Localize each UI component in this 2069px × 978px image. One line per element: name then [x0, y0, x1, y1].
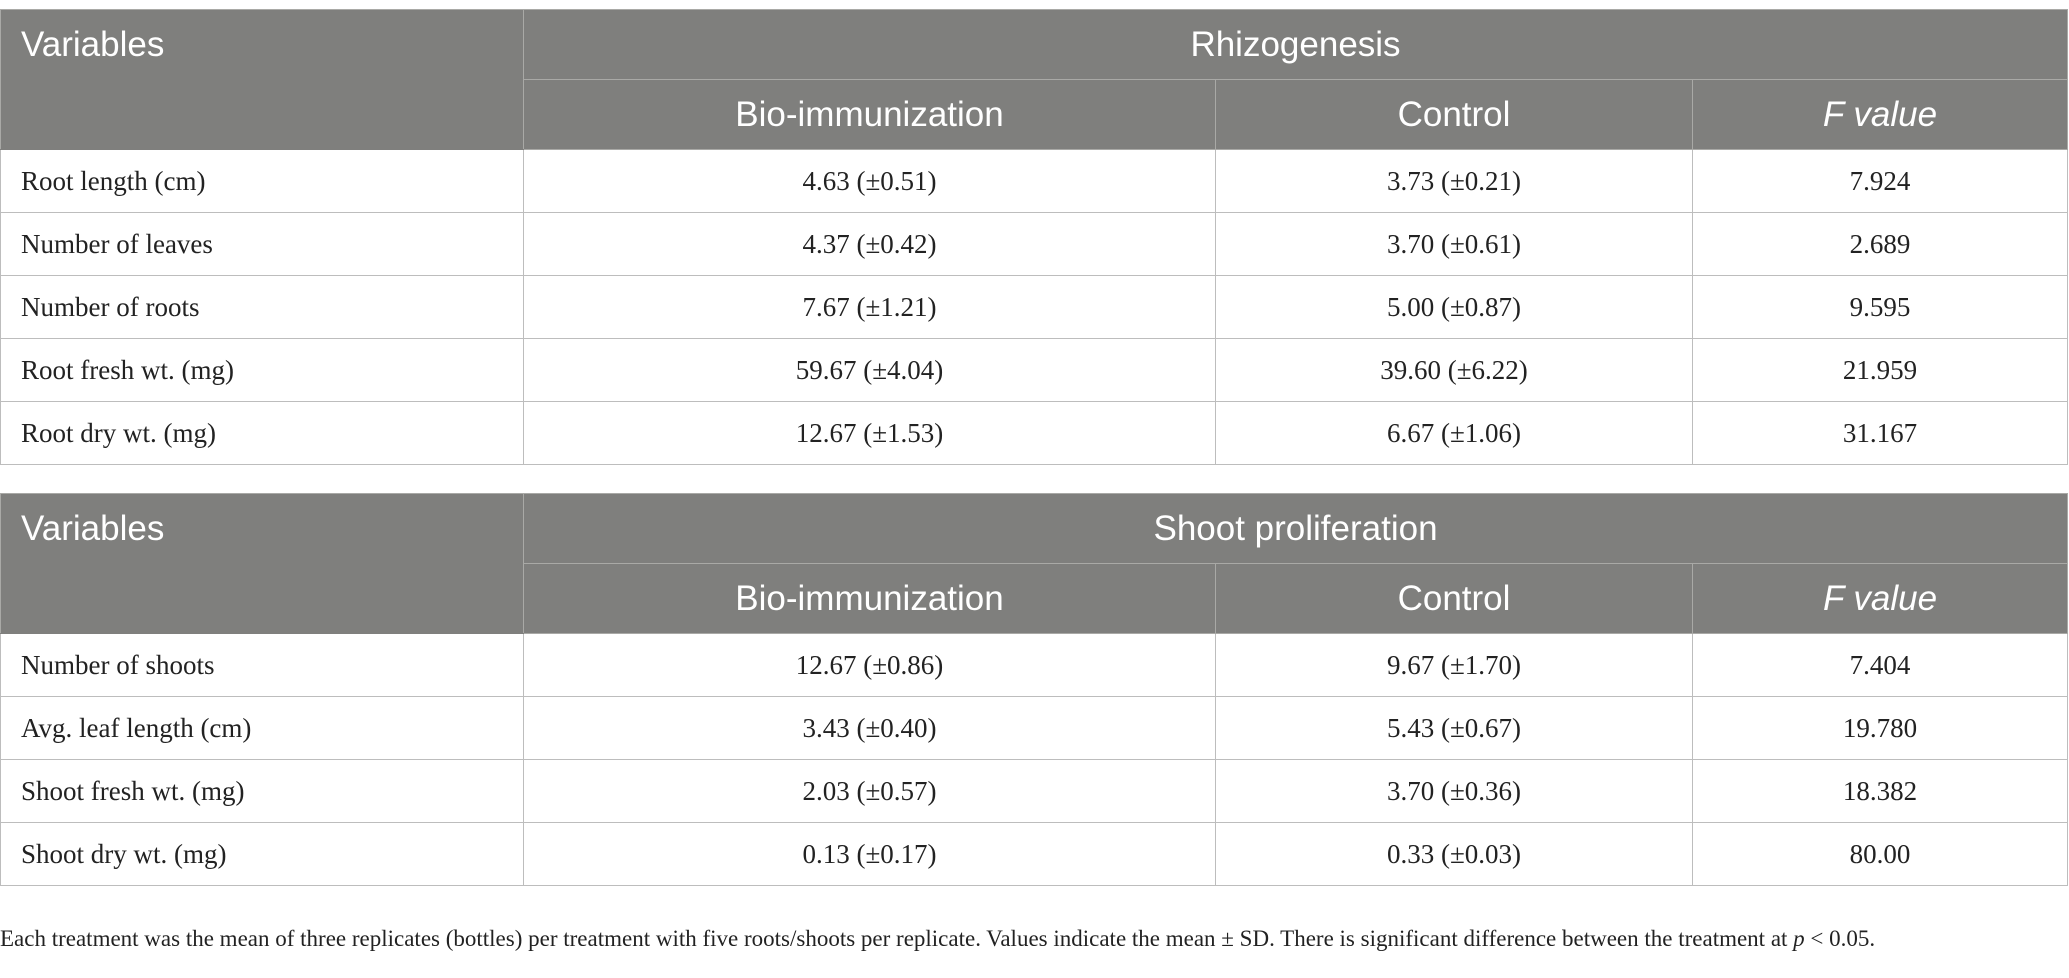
control-cell: 3.73 (±0.21) — [1216, 150, 1693, 213]
variable-cell: Root fresh wt. (mg) — [1, 339, 524, 402]
table-row — [1, 697, 2068, 760]
f-value-header: F value — [1693, 564, 2068, 634]
group-header-rhizogenesis: Rhizogenesis — [524, 10, 2068, 80]
f-value-cell: 18.382 — [1693, 760, 2068, 823]
control-cell: 5.43 (±0.67) — [1216, 697, 1693, 760]
table-row — [1, 339, 2068, 402]
f-value-cell: 19.780 — [1693, 697, 2068, 760]
table-row — [1, 402, 2068, 465]
bio-immunization-cell: 59.67 (±4.04) — [524, 339, 1216, 402]
f-value-header: F value — [1693, 80, 2068, 150]
f-value-cell: 7.404 — [1693, 634, 2068, 697]
table-row — [1, 760, 2068, 823]
variable-cell: Root length (cm) — [1, 150, 524, 213]
bio-immunization-cell: 2.03 (±0.57) — [524, 760, 1216, 823]
control-cell: 5.00 (±0.87) — [1216, 276, 1693, 339]
bio-immunization-cell: 3.43 (±0.40) — [524, 697, 1216, 760]
control-cell: 0.33 (±0.03) — [1216, 823, 1693, 886]
table-row — [1, 634, 2068, 697]
f-value-cell: 31.167 — [1693, 402, 2068, 465]
variable-cell: Shoot fresh wt. (mg) — [1, 760, 524, 823]
bio-immunization-cell: 0.13 (±0.17) — [524, 823, 1216, 886]
bio-immunization-cell: 12.67 (±0.86) — [524, 634, 1216, 697]
footnote-threshold: < 0.05. — [1804, 926, 1876, 951]
bio-immunization-cell: 4.37 (±0.42) — [524, 213, 1216, 276]
group-header-shoot-proliferation: Shoot proliferation — [524, 494, 2068, 564]
control-cell: 6.67 (±1.06) — [1216, 402, 1693, 465]
f-value-cell: 2.689 — [1693, 213, 2068, 276]
variable-cell: Number of roots — [1, 276, 524, 339]
bio-immunization-cell: 4.63 (±0.51) — [524, 150, 1216, 213]
control-cell: 39.60 (±6.22) — [1216, 339, 1693, 402]
variable-cell: Number of shoots — [1, 634, 524, 697]
f-value-cell: 9.595 — [1693, 276, 2068, 339]
variables-header: Variables — [1, 10, 524, 150]
f-value-cell: 80.00 — [1693, 823, 2068, 886]
f-value-cell: 21.959 — [1693, 339, 2068, 402]
table-row — [1, 213, 2068, 276]
bio-immunization-cell: 12.67 (±1.53) — [524, 402, 1216, 465]
bio-immunization-header: Bio-immunization — [524, 564, 1216, 634]
p-value-symbol: p — [1793, 926, 1805, 951]
control-header: Control — [1216, 564, 1693, 634]
variable-cell: Avg. leaf length (cm) — [1, 697, 524, 760]
control-cell: 9.67 (±1.70) — [1216, 634, 1693, 697]
shoot-proliferation-table — [0, 493, 2068, 886]
header-row-group — [1, 494, 2068, 564]
footnote-text: Each treatment was the mean of three replicates (bottles) per treatment with five roots/shoots per replicate. Values indicate the mean ± SD. There is significant difference between the treatment at — [0, 926, 1794, 951]
variable-cell: Shoot dry wt. (mg) — [1, 823, 524, 886]
variable-cell: Number of leaves — [1, 213, 524, 276]
table-row — [1, 276, 2068, 339]
rhizogenesis-table — [0, 9, 2068, 465]
table-footnote — [0, 922, 2062, 955]
variable-cell: Root dry wt. (mg) — [1, 402, 524, 465]
bio-immunization-header: Bio-immunization — [524, 80, 1216, 150]
control-header: Control — [1216, 80, 1693, 150]
table-row — [1, 823, 2068, 886]
bio-immunization-cell: 7.67 (±1.21) — [524, 276, 1216, 339]
f-value-cell: 7.924 — [1693, 150, 2068, 213]
control-cell: 3.70 (±0.61) — [1216, 213, 1693, 276]
variables-header: Variables — [1, 494, 524, 634]
header-row-group — [1, 10, 2068, 80]
control-cell: 3.70 (±0.36) — [1216, 760, 1693, 823]
table-row — [1, 150, 2068, 213]
